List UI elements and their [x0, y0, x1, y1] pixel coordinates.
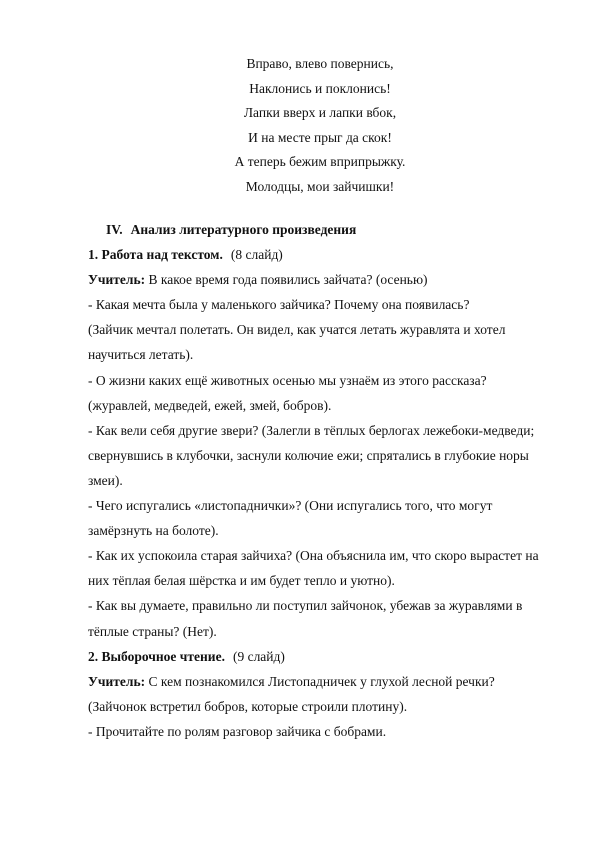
text-line: (Зайчик мечтал полетать. Он видел, как учатся летать журавлята и хотел: [88, 322, 506, 338]
text-line: - Как вы думаете, правильно ли поступил зайчонок, убежав за журавлями в: [88, 598, 523, 614]
text-line: - Как вели себя другие звери? (Залегли в тёплых берлогах лежебоки-медведи;: [88, 422, 535, 438]
item-2-title: 2. Выборочное чтение.: [88, 648, 225, 664]
teacher-question-2: [88, 669, 558, 694]
text-line: свернувшись в клубочки, заснули колючие ежи; спрятались в глубокие норы: [88, 447, 529, 463]
lesson-content: [88, 217, 558, 744]
text-line: (Зайчонок встретил бобров, которые строили плотину).: [88, 698, 408, 714]
item-2-slide: (9 слайд): [232, 648, 285, 664]
text-line: (журавлей, медведей, ежей, змей, бобров).: [88, 397, 332, 413]
poem: [0, 52, 595, 200]
text-line: замёрзнуть на болоте).: [88, 523, 219, 539]
poem-line: Вправо, влево повернись,: [246, 56, 394, 71]
text-line: - О жизни каких ещё животных осенью мы узнаём из этого рассказа?: [88, 372, 487, 388]
teacher-question-text: С кем познакомился Листопадничек у глухой лесной речки?: [145, 673, 495, 689]
text-line: - Какая мечта была у маленького зайчика? Почему она появилась?: [88, 297, 470, 313]
item-1-title: 1. Работа над текстом.: [88, 247, 223, 263]
teacher-label: Учитель:: [88, 673, 146, 689]
teacher-question-text: В какое время года появились зайчата? (осенью): [145, 272, 428, 288]
text-line: - Прочитайте по ролям разговор зайчика с бобрами.: [88, 723, 387, 739]
teacher-label: Учитель:: [88, 272, 146, 288]
section-title: Анализ литературного произведения: [130, 222, 357, 237]
poem-line: Лапки вверх и лапки вбок,: [243, 105, 397, 121]
text-line: - Как их успокоила старая зайчиха? (Она объяснила им, что скоро вырастет на: [88, 548, 539, 564]
section-number: IV.: [106, 222, 123, 237]
poem-line: И на месте прыг да скок!: [248, 129, 392, 145]
section-heading: [88, 217, 558, 242]
text-line: змеи).: [88, 472, 123, 488]
text-line: научиться летать).: [88, 347, 194, 363]
item-1-slide: (8 слайд): [230, 247, 283, 263]
item-1-heading: [88, 242, 558, 267]
text-line: тёплые страны? (Нет).: [88, 623, 217, 639]
poem-line: Наклонись и поклонись!: [249, 80, 391, 96]
item-2-heading: [88, 644, 558, 669]
poem-line: А теперь бежим вприпрыжку.: [234, 154, 406, 170]
teacher-question-1: [88, 267, 558, 292]
text-line: - Чего испугались «листопаднички»? (Они испугались того, что могут: [88, 498, 493, 514]
text-line: них тёплая белая шёрстка и им будет тепло и уютно).: [88, 573, 395, 589]
poem-line: Молодцы, мои зайчишки!: [245, 178, 395, 194]
